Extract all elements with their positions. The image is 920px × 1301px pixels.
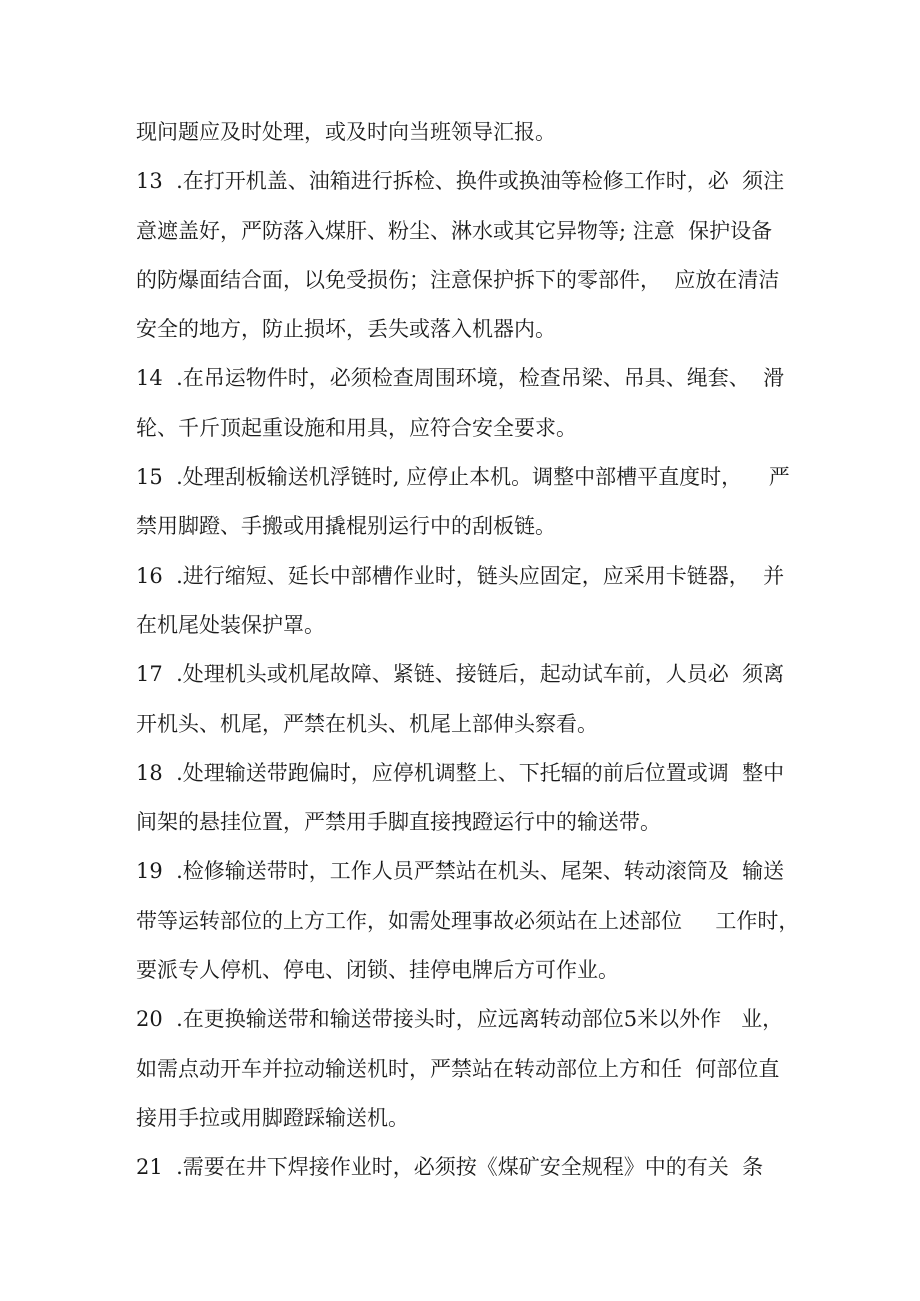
text-line: 轮、千斤顶起重设施和用具，应符合安全要求。 (136, 415, 577, 440)
text-line: 21 .需要在井下焊接作业时，必须按《煤矿安全规程》中的有关 条 (136, 1155, 764, 1180)
text-line: 接用手拉或用脚蹬踩输送机。 (136, 1105, 409, 1130)
text-line: 现问题应及时处理，或及时向当班领导汇报。 (136, 120, 556, 144)
text-line: 的防爆面结合面，以免受损伤；注意保护拆下的零部件， 应放在清洁 (136, 267, 780, 292)
text-line: 安全的地方，防止损坏，丢失或落入机器内。 (136, 317, 556, 342)
document-body (136, 114, 798, 1199)
text-line: 禁用脚蹬、手搬或用撬棍别运行中的刮板链。 (136, 514, 556, 539)
text-line: 13 .在打开机盖、油箱进行拆检、换件或换油等检修工作时，必 须注 (136, 169, 785, 194)
text-line: 18 .处理输送带跑偏时，应停机调整上、下托辐的前后位置或调 整中 (136, 760, 785, 785)
text-line: 意遮盖好，严防落入煤肝、粉尘、淋水或其它异物等; 注意 保护设备 (136, 218, 773, 243)
text-line: 开机头、机尾，严禁在机头、机尾上部伸头察看。 (136, 711, 598, 736)
text-line: 如需点动开车并拉动输送机时，严禁站在转动部位上方和任 何部位直 (136, 1056, 780, 1081)
text-line: 间架的悬挂位置，严禁用手脚直接拽蹬运行中的输送带。 (136, 810, 661, 835)
text-line: 17 .处理机头或机尾故障、紧链、接链后，起动试车前，人员必 须离 (136, 662, 785, 687)
text-line: 20 .在更换输送带和输送带接头时，应远离转动部位5米以外作 业， (136, 1007, 784, 1032)
text-line: 16 .进行缩短、延长中部槽作业时，链头应固定，应采用卡链器， 并 (136, 563, 785, 588)
text-line: 14 .在吊运物件时，必须检查周围环境，检查吊梁、吊具、绳套、 滑 (136, 366, 785, 391)
text-line: 15 .处理刮板输送机浮链时, 应停止本机。调整中部槽平直度时， 严 (136, 465, 790, 490)
text-line: 带等运转部位的上方工作，如需处理事故必须站在上述部位 工作时， (136, 908, 800, 933)
text-line: 要派专人停机、停电、闭锁、挂停电牌后方可作业。 (136, 958, 619, 983)
text-line: 19 .检修输送带时，工作人员严禁站在机头、尾架、转动滚筒及 输送 (136, 859, 785, 884)
text-line: 在机尾处装保护罩。 (136, 612, 325, 637)
